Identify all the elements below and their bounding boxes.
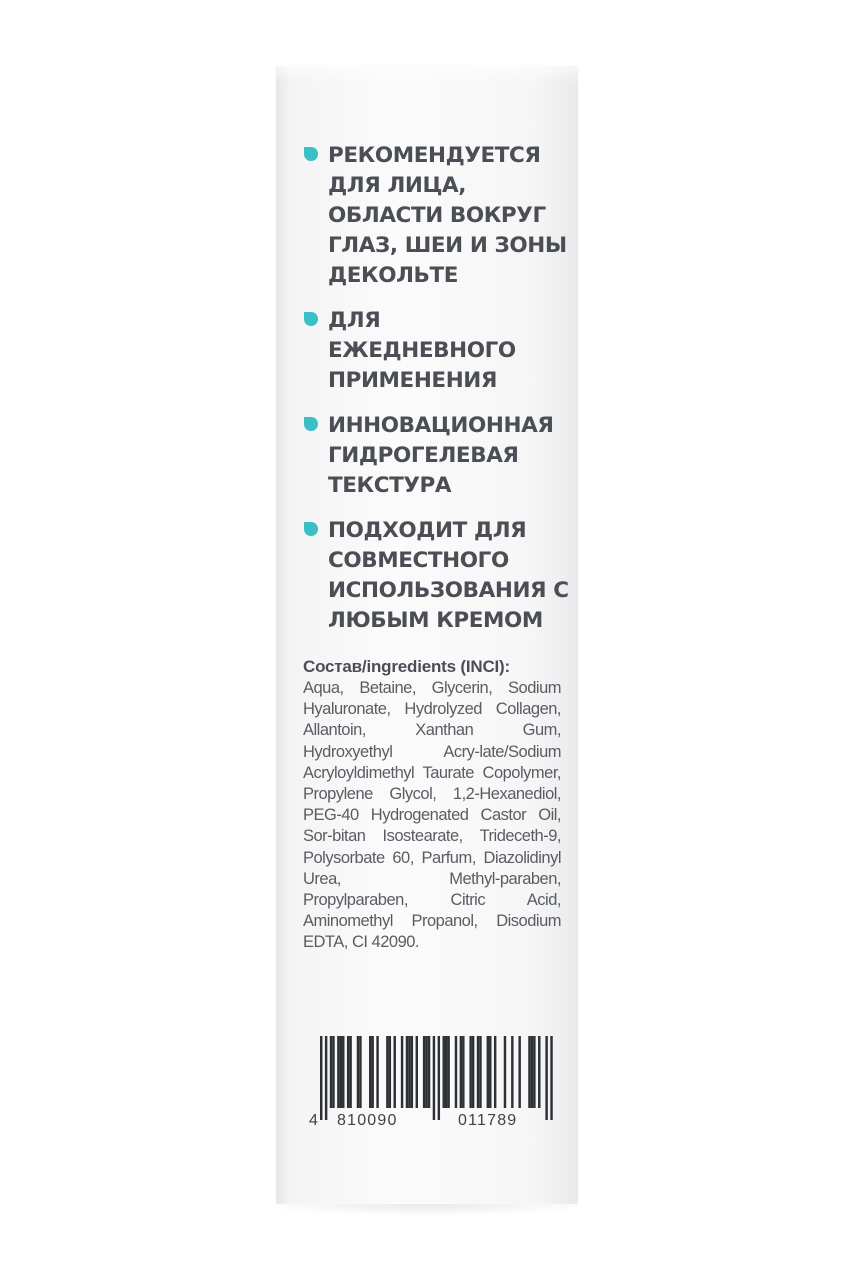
ingredients-text: Aqua, Betaine, Glycerin, Sodium Hyaluronate, Hydrolyzed Collagen, Allantoin, Xanthan Gum, Hydroxyethyl Acry-late/Sodium Acryloyldimethyl Taurate Copolymer, Propylene Glycol, 1,2-Hexanediol, PEG-40 Hydrogenated Castor Oil, Sor-bitan Isostearate, Trideceth-9, Polysorbate 60, Parfum, Diazolidinyl Urea, Methyl-paraben, Propylparaben, Citric Acid, Aminomethyl Propanol, Disodium EDTA, CI 42090. — [303, 679, 561, 952]
barcode-bar — [545, 1036, 547, 1120]
feature-text: ДЛЯ ЕЖЕДНЕВНОГО ПРИМЕНЕНИЯ — [328, 308, 516, 393]
barcode-prefix: 4 — [309, 1112, 320, 1129]
barcode-bar — [462, 1036, 464, 1108]
feature-item — [302, 411, 572, 501]
barcode-bar — [433, 1036, 435, 1120]
barcode-bar — [369, 1036, 371, 1108]
barcode-bar — [455, 1036, 457, 1108]
barcode-bar — [479, 1036, 481, 1108]
barcode-bar — [359, 1036, 361, 1108]
barcode-bar — [489, 1036, 491, 1108]
barcode-bar — [347, 1036, 349, 1108]
barcode-right-digits: 011789 — [458, 1112, 518, 1129]
barcode-bar — [342, 1036, 344, 1108]
ingredients-title: Состав/ingredients (INCI): — [303, 657, 510, 676]
barcode-bar — [394, 1036, 396, 1108]
barcode-bar — [445, 1036, 447, 1108]
barcode-bar — [447, 1036, 449, 1108]
barcode-bar — [438, 1036, 440, 1120]
ingredients-block — [303, 656, 561, 954]
barcode-bar — [357, 1036, 359, 1108]
barcode-bar — [472, 1036, 474, 1108]
barcode-bar — [531, 1036, 533, 1108]
barcode-bar — [389, 1036, 391, 1108]
barcode-bar — [533, 1036, 535, 1108]
barcode-bar — [349, 1036, 351, 1108]
feature-text: ПОДХОДИТ ДЛЯ СОВМЕСТНОГО ИСПОЛЬЗОВАНИЯ С ЛЮБЫМ КРЕМОМ — [328, 518, 569, 633]
barcode-bar — [332, 1036, 334, 1108]
feature-list — [302, 141, 572, 651]
barcode-bar — [340, 1036, 342, 1108]
feature-item — [302, 141, 572, 291]
barcode-bar — [337, 1036, 339, 1108]
barcode-bar — [460, 1036, 462, 1108]
barcode-bar — [443, 1036, 445, 1108]
barcode-bar — [386, 1036, 388, 1108]
feature-item — [302, 306, 572, 396]
barcode-bar — [425, 1036, 427, 1108]
barcode-bar — [406, 1036, 408, 1108]
barcode-bar — [401, 1036, 403, 1108]
barcode-bar — [550, 1036, 552, 1120]
barcode-bar — [494, 1036, 496, 1108]
barcode-bar — [411, 1036, 413, 1108]
teal-drop-icon — [304, 147, 318, 161]
barcode-bar — [511, 1036, 513, 1108]
barcode-bar — [504, 1036, 506, 1108]
barcode-bar — [518, 1036, 520, 1108]
barcode-bar — [416, 1036, 418, 1108]
barcode-bar — [376, 1036, 378, 1108]
barcode-left-digits: 810090 — [337, 1112, 398, 1129]
barcode-bar — [528, 1036, 530, 1108]
barcode-bar — [423, 1036, 425, 1108]
teal-drop-icon — [304, 522, 318, 536]
barcode-bar — [320, 1036, 322, 1120]
barcode-bar — [371, 1036, 373, 1108]
barcode-bar — [325, 1036, 327, 1120]
barcode-bar — [330, 1036, 332, 1108]
barcode-bar — [428, 1036, 430, 1108]
barcode-bar — [477, 1036, 479, 1108]
feature-text: ИННОВАЦИОННАЯ ГИДРОГЕЛЕВАЯ ТЕКСТУРА — [328, 413, 554, 498]
teal-drop-icon — [304, 312, 318, 326]
barcode-bar — [487, 1036, 489, 1108]
barcode-bar — [469, 1036, 471, 1108]
feature-text: РЕКОМЕНДУЕТСЯ ДЛЯ ЛИЦА, ОБЛАСТИ ВОКРУГ ГЛАЗ, ШЕИ И ЗОНЫ ДЕКОЛЬТЕ — [328, 143, 567, 288]
barcode-bar — [538, 1036, 540, 1108]
teal-drop-icon — [304, 417, 318, 431]
feature-item — [302, 516, 572, 636]
barcode-bar — [408, 1036, 410, 1108]
